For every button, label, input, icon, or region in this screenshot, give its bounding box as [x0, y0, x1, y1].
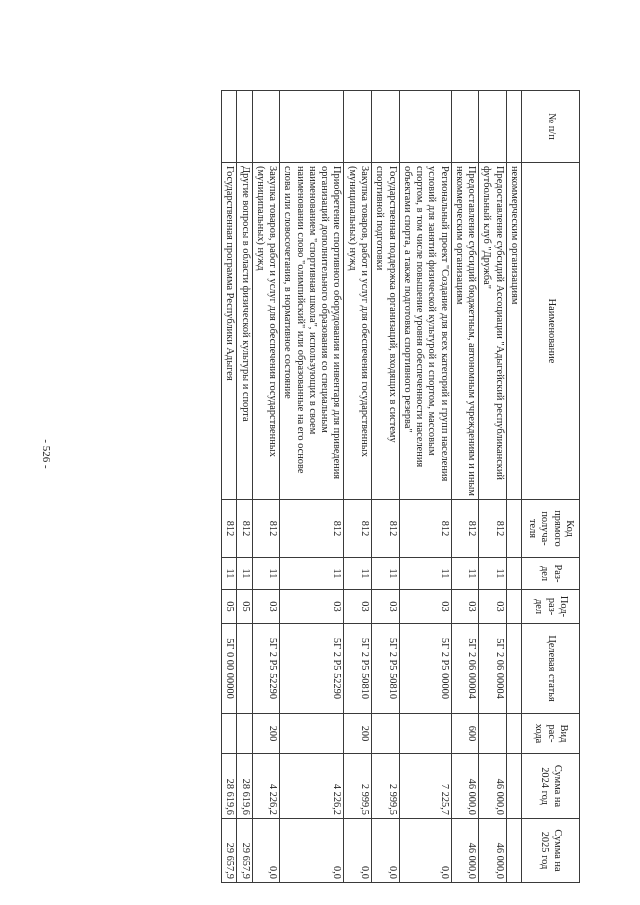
cell-num — [237, 91, 252, 163]
cell-target: 5Г 2 Р5 00000 — [399, 624, 451, 714]
header-name: Наименование — [521, 163, 579, 500]
cell-podrazdel: 03 — [399, 590, 451, 624]
cell-code: 812 — [479, 500, 507, 558]
table-row — [451, 91, 479, 883]
cell-code: 812 — [237, 500, 252, 558]
cell-podrazdel: 03 — [280, 590, 344, 624]
cell-vid — [399, 714, 451, 754]
cell-sum2024: 4 226,2 — [252, 754, 280, 819]
cell-podrazdel: 05 — [222, 590, 237, 624]
cell-target — [506, 624, 521, 714]
cell-target: 5Г 2 06 00004 — [479, 624, 507, 714]
cell-vid — [506, 714, 521, 754]
cell-razdel: 11 — [280, 558, 344, 590]
cell-name: Региональный проект "Создание для всех категорий и групп населения условий для занятий физической культурой и спортом, массовым спортом, в том числе повышение уровня обеспеченности населения объектами спорта, а также подготовка спортивного резерва" — [399, 163, 451, 500]
cell-target: 5Г 2 Р5 52290 — [252, 624, 280, 714]
cell-podrazdel: 05 — [237, 590, 252, 624]
cell-code: 812 — [344, 500, 372, 558]
cell-code: 812 — [222, 500, 237, 558]
header-num: № п/п — [521, 91, 579, 163]
cell-name: некоммерческим организациям — [506, 163, 521, 500]
cell-vid — [280, 714, 344, 754]
cell-num — [506, 91, 521, 163]
cell-num — [451, 91, 479, 163]
cell-target: 5Г 2 Р5 52290 — [280, 624, 344, 714]
cell-podrazdel — [506, 590, 521, 624]
cell-razdel: 11 — [237, 558, 252, 590]
cell-sum2024: 4 226,2 — [280, 754, 344, 819]
cell-sum2025: 0,0 — [344, 819, 372, 883]
cell-razdel: 11 — [372, 558, 400, 590]
table-row — [222, 91, 237, 883]
cell-name: Закупка товаров, работ и услуг для обеспечения государственных (муниципальных) нужд — [344, 163, 372, 500]
cell-code: 812 — [252, 500, 280, 558]
cell-vid — [372, 714, 400, 754]
cell-podrazdel: 03 — [451, 590, 479, 624]
cell-podrazdel: 03 — [252, 590, 280, 624]
header-vid: Вид рас-хода — [521, 714, 579, 754]
table-row — [280, 91, 344, 883]
cell-sum2025: 0,0 — [399, 819, 451, 883]
cell-target — [237, 624, 252, 714]
cell-sum2025: 29 657,9 — [222, 819, 237, 883]
cell-sum2024 — [506, 754, 521, 819]
header-target: Целевая статья — [521, 624, 579, 714]
cell-target: 5Г 2 06 00004 — [451, 624, 479, 714]
cell-code: 812 — [280, 500, 344, 558]
header-code: Код прямого получа-теля — [521, 500, 579, 558]
cell-vid — [237, 714, 252, 754]
cell-vid — [479, 714, 507, 754]
cell-podrazdel: 03 — [479, 590, 507, 624]
cell-razdel: 11 — [399, 558, 451, 590]
cell-code: 812 — [372, 500, 400, 558]
cell-name: Другие вопросы в области физической культуры и спорта — [237, 163, 252, 500]
rotated-table-wrapper — [75, 90, 580, 879]
cell-name: Государственная программа Республики Адыгея — [222, 163, 237, 500]
cell-sum2024: 28 619,6 — [222, 754, 237, 819]
cell-name: Государственная поддержка организаций, входящих в систему спортивной подготовки — [372, 163, 400, 500]
cell-sum2025 — [506, 819, 521, 883]
table-row — [506, 91, 521, 883]
table-row — [399, 91, 451, 883]
cell-sum2024: 28 619,6 — [237, 754, 252, 819]
cell-sum2025: 46 000,0 — [451, 819, 479, 883]
page-number: - 526 - — [40, 439, 52, 469]
header-razdel: Раз-дел — [521, 558, 579, 590]
cell-num — [479, 91, 507, 163]
table-row — [237, 91, 252, 883]
cell-name: Приобретение спортивного оборудования и инвентаря для приведения организаций дополнительного образования со специальным наименованием "спортивная школа", использующих в своем наименовании слово "олимпийский" или образованные на его основе слова или словосочетания, в нормативное состояние — [280, 163, 344, 500]
header-podrazdel: Под-раз-дел — [521, 590, 579, 624]
cell-sum2025: 0,0 — [372, 819, 400, 883]
cell-sum2024: 46 000,0 — [451, 754, 479, 819]
cell-sum2025: 0,0 — [280, 819, 344, 883]
cell-sum2025: 46 000,0 — [479, 819, 507, 883]
cell-podrazdel: 03 — [344, 590, 372, 624]
cell-num — [399, 91, 451, 163]
table-row — [372, 91, 400, 883]
cell-num — [252, 91, 280, 163]
budget-table — [221, 90, 580, 883]
cell-code: 812 — [399, 500, 451, 558]
cell-razdel — [506, 558, 521, 590]
cell-num — [344, 91, 372, 163]
cell-target: 5Г 0 00 00000 — [222, 624, 237, 714]
cell-sum2024: 46 000,0 — [479, 754, 507, 819]
header-sum2024: Сумма на 2024 год — [521, 754, 579, 819]
cell-sum2024: 2 999,5 — [372, 754, 400, 819]
cell-razdel: 11 — [222, 558, 237, 590]
cell-name: Закупка товаров, работ и услуг для обеспечения государственных (муниципальных) нужд — [252, 163, 280, 500]
cell-vid: 200 — [252, 714, 280, 754]
cell-sum2025: 0,0 — [252, 819, 280, 883]
table-row — [479, 91, 507, 883]
cell-num — [372, 91, 400, 163]
table-row — [344, 91, 372, 883]
cell-vid — [222, 714, 237, 754]
table-row — [252, 91, 280, 883]
cell-name: Предоставление субсидий Ассоциации "Адыгейский республиканский футбольный клуб "Дружба" — [479, 163, 507, 500]
cell-target: 5Г 2 Р5 50810 — [344, 624, 372, 714]
cell-target: 5Г 2 Р5 50810 — [372, 624, 400, 714]
cell-razdel: 11 — [344, 558, 372, 590]
header-sum2025: Сумма на 2025 год — [521, 819, 579, 883]
cell-sum2024: 7 225,7 — [399, 754, 451, 819]
cell-sum2025: 29 657,9 — [237, 819, 252, 883]
cell-razdel: 11 — [479, 558, 507, 590]
cell-razdel: 11 — [451, 558, 479, 590]
cell-name: Предоставление субсидий бюджетным, автономным учреждениям и иным некоммерческим организациям — [451, 163, 479, 500]
cell-podrazdel: 03 — [372, 590, 400, 624]
cell-sum2024: 2 999,5 — [344, 754, 372, 819]
cell-code — [506, 500, 521, 558]
cell-num — [222, 91, 237, 163]
cell-num — [280, 91, 344, 163]
table-header-row — [521, 91, 579, 883]
cell-vid: 600 — [451, 714, 479, 754]
cell-razdel: 11 — [252, 558, 280, 590]
cell-vid: 200 — [344, 714, 372, 754]
cell-code: 812 — [451, 500, 479, 558]
